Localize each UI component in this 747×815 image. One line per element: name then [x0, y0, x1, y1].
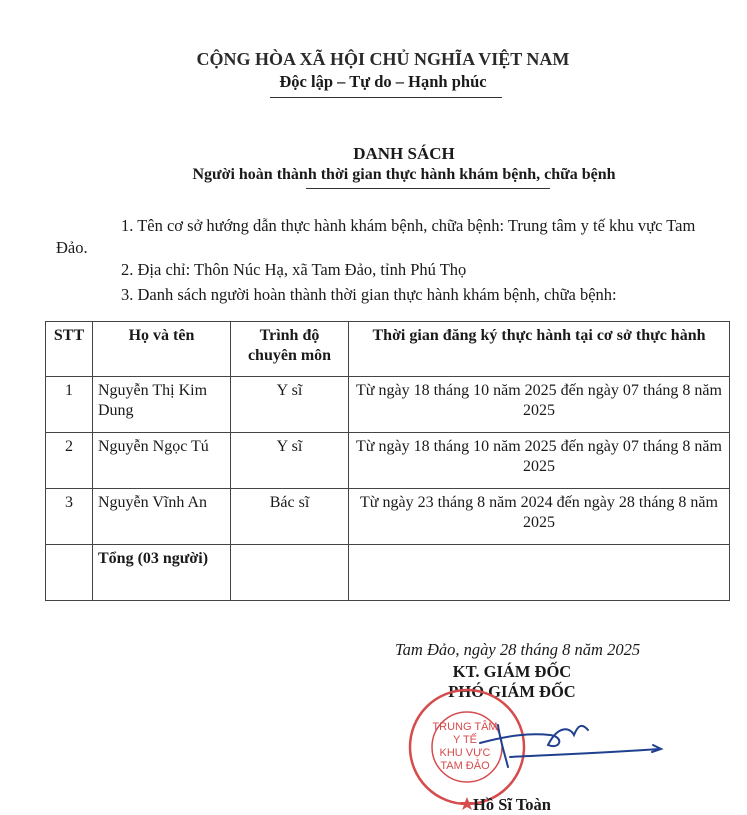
national-title: CỘNG HÒA XÃ HỘI CHỦ NGHĨA VIỆT NAM	[196, 49, 570, 69]
column-header: Họ và tên	[93, 322, 231, 377]
cell-name: Nguyễn Thị Kim Dung	[93, 377, 231, 433]
cell-name: Nguyễn Vĩnh An	[93, 489, 231, 545]
handwritten-signature	[470, 705, 670, 775]
cell-empty	[46, 545, 93, 601]
cell-stt: 3	[46, 489, 93, 545]
table-row	[46, 433, 730, 489]
list-intro-paragraph: 3. Danh sách người hoàn thành thời gian thực hành khám bệnh, chữa bệnh:	[121, 285, 617, 304]
table-row	[46, 489, 730, 545]
cell-empty	[231, 545, 349, 601]
cell-level: Y sĩ	[231, 433, 349, 489]
table-header-row	[46, 322, 730, 377]
cell-level: Y sĩ	[231, 377, 349, 433]
table-row	[46, 377, 730, 433]
facility-name-paragraph: 1. Tên cơ sở hướng dẫn thực hành khám bệnh, chữa bệnh: Trung tâm y tế khu vực Tam Đảo.	[56, 216, 696, 257]
stamp-text-line: KHU VỰC	[439, 747, 491, 759]
document-title: DANH SÁCH	[353, 144, 455, 163]
place-and-date: Tam Đảo, ngày 28 tháng 8 năm 2025	[395, 640, 641, 659]
signer-name: Hồ Sĩ Toàn	[473, 795, 551, 814]
cell-period: Từ ngày 18 tháng 10 năm 2025 đến ngày 07 tháng 8 năm 2025	[349, 377, 730, 433]
signer-position-line2: PHÓ GIÁM ĐỐC	[448, 682, 576, 701]
stamp-text-line: TRUNG TÂM	[432, 721, 498, 733]
national-motto: Độc lập – Tự do – Hạnh phúc	[279, 72, 487, 91]
table-total-row	[46, 545, 730, 601]
column-header: Thời gian đăng ký thực hành tại cơ sở thực hành	[349, 322, 730, 377]
cell-period: Từ ngày 23 tháng 8 năm 2024 đến ngày 28 tháng 8 năm 2025	[349, 489, 730, 545]
cell-level: Bác sĩ	[231, 489, 349, 545]
cell-empty	[349, 545, 730, 601]
cell-name: Nguyễn Ngọc Tú	[93, 433, 231, 489]
cell-period: Từ ngày 18 tháng 10 năm 2025 đến ngày 07 tháng 8 năm 2025	[349, 433, 730, 489]
practitioner-table	[45, 321, 730, 601]
stamp-text-line: TAM ĐẢO	[440, 760, 490, 772]
stamp-text-line: Y TẾ	[452, 734, 478, 746]
subtitle-underline	[306, 188, 550, 189]
cell-stt: 1	[46, 377, 93, 433]
signer-position-line1: KT. GIÁM ĐỐC	[452, 662, 572, 681]
column-header: Trình độ chuyên môn	[231, 322, 349, 377]
motto-underline	[270, 97, 502, 98]
column-header: STT	[46, 322, 93, 377]
address-paragraph: 2. Địa chỉ: Thôn Núc Hạ, xã Tam Đảo, tỉnh Phú Thọ	[121, 260, 467, 279]
document-subtitle: Người hoàn thành thời gian thực hành khám bệnh, chữa bệnh	[192, 166, 616, 183]
cell-total-label: Tổng (03 người)	[93, 545, 231, 601]
cell-stt: 2	[46, 433, 93, 489]
